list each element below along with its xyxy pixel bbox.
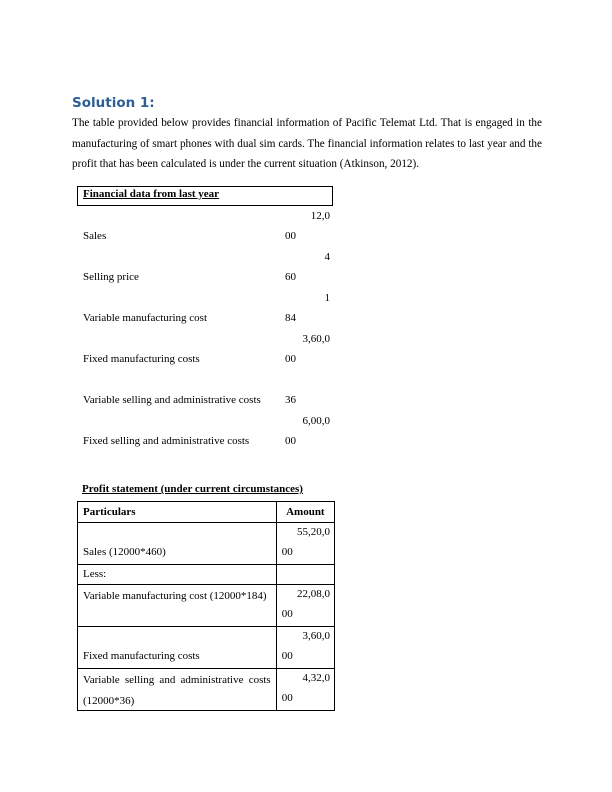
particulars-cell [78, 627, 277, 669]
amount-bottom: 00 [281, 691, 293, 704]
solution-heading: Solution 1: [72, 95, 155, 111]
financial-value-bottom: 00 [285, 229, 296, 242]
amount-cell [276, 669, 334, 711]
financial-label: Variable selling and administrative costs [83, 393, 261, 406]
financial-value-top: 6,00,0 [302, 415, 330, 427]
financial-value-top: 4 [324, 251, 330, 263]
financial-value-bottom: 00 [285, 434, 296, 447]
row-label: Less: [83, 568, 107, 580]
table-row [78, 669, 335, 711]
table-row [78, 565, 335, 585]
amount-bottom: 00 [281, 607, 293, 620]
amount-top: 22,08,0 [297, 588, 330, 600]
amount-top: 3,60,0 [302, 630, 330, 642]
financial-row-variable-selling-admin [77, 371, 337, 412]
row-label: Fixed manufacturing costs [83, 649, 200, 662]
table-header-row [78, 502, 335, 523]
table-row [78, 627, 335, 669]
header-amount: Amount [276, 502, 334, 523]
profit-statement-title: Profit statement (under current circumstances) [82, 483, 303, 495]
financial-row-fixed-manufacturing [77, 330, 337, 371]
financial-value-top: 1 [324, 292, 330, 304]
financial-data-title: Financial data from last year [83, 188, 220, 200]
amount-top: 4,32,0 [302, 672, 330, 684]
financial-row-variable-manufacturing [77, 289, 337, 330]
amount-cell [276, 585, 334, 627]
table-row [78, 585, 335, 627]
financial-value-bottom: 84 [285, 311, 296, 324]
row-label: Variable selling and administrative costs (12000*36) [83, 674, 271, 707]
financial-row-fixed-selling-admin [77, 412, 337, 453]
financial-label: Selling price [83, 270, 139, 283]
profit-statement-table [77, 501, 335, 711]
financial-value-top: 3,60,0 [302, 333, 330, 345]
amount-cell [276, 565, 334, 585]
financial-value-top: 12,0 [310, 210, 330, 222]
row-label: Variable manufacturing cost (12000*184) [83, 590, 267, 602]
intro-paragraph: The table provided below provides financial information of Pacific Telemat Ltd. That is engaged in the manufacturing of smart phones with dual sim cards. The financial information relates to last year and the profit that has been calculated is under the current situation (Atkinson, 2012). [72, 117, 542, 170]
table-row [78, 523, 335, 565]
financial-data-header [77, 186, 333, 206]
amount-bottom: 00 [281, 649, 293, 662]
particulars-cell [78, 523, 277, 565]
amount-cell [276, 627, 334, 669]
particulars-cell [78, 669, 277, 711]
row-label: Sales (12000*460) [83, 545, 166, 558]
particulars-cell [78, 585, 277, 627]
financial-label: Fixed selling and administrative costs [83, 434, 250, 447]
amount-top: 55,20,0 [297, 526, 330, 538]
financial-value-bottom: 36 [285, 393, 296, 406]
particulars-cell [78, 565, 277, 585]
financial-value-bottom: 60 [285, 270, 296, 283]
financial-value-bottom: 00 [285, 352, 296, 365]
financial-label: Variable manufacturing cost [83, 311, 208, 324]
financial-label: Fixed manufacturing costs [83, 352, 200, 365]
financial-row-sales [77, 207, 337, 248]
header-particulars: Particulars [78, 502, 277, 523]
amount-bottom: 00 [281, 545, 293, 558]
amount-cell [276, 523, 334, 565]
financial-row-selling-price [77, 248, 337, 289]
financial-label: Sales [83, 229, 107, 242]
